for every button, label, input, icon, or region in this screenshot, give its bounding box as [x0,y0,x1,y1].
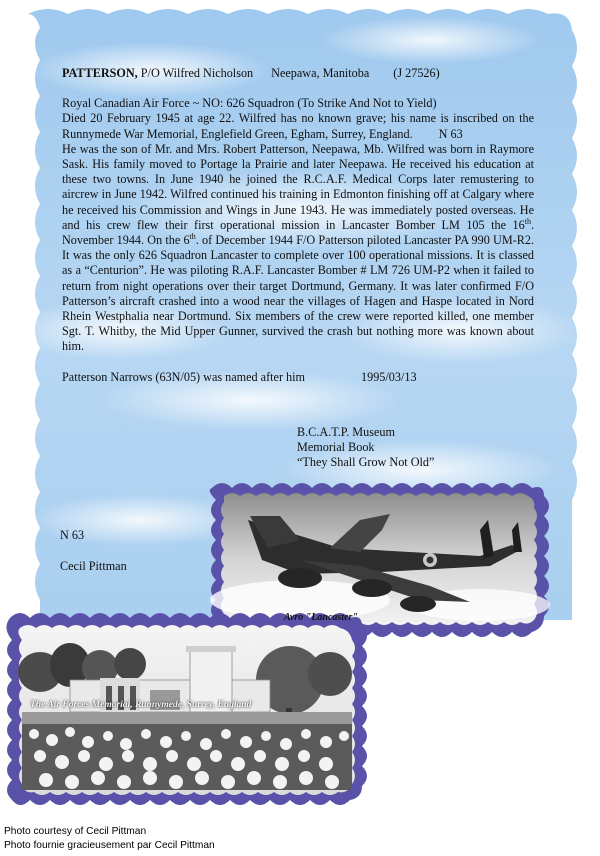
naming-line [62,370,534,385]
rank-name: P/O Wilfred Nicholson [140,66,254,80]
naming-text: Patterson Narrows (63N/05) was named after him [62,369,306,384]
death-line: Died 20 February 1945 at age 22. Wilfred has no known grave; his name is inscribed on the Runnymede War Memorial, Englefield Green, Egham, Surrey, England. N 63 [62,111,534,141]
service-number: (J 27526) [393,66,440,80]
memorial-caption: The Air Forces Memorial, Runnymede, Surrey, England [30,700,252,710]
book-title: “They Shall Grow Not Old” [297,455,435,470]
photo-credit-fr: Photo fournie gracieusement par Cecil Pittman [4,840,215,851]
bio-body: He was the son of Mr. and Mrs. Robert Patterson, Neepawa, Mb. Wilfred was born in Raymore Sask. His family moved to Portage la Prairie and later Neepawa. He received his education at these two towns. In June 1940 he joined the R.C.A.F. Medical Corps later remustering to aircrew in June 1942. Wilfred continued his training in Edmonton finishing off at Calgary where he received his Commission and Wings in June 1943. He was immediately posted overseas. He and his crew flew their first operational mission in Lancaster Bomber LM 105 the 16th. November 1944. On the 6th. of December 1944 F/O Patterson piloted Lancaster PA 990 UM-R2. It was the only 626 Squadron Lancaster to complete over 100 operational missions. It is classed as a “Centurion”. He was piloting R.A.F. Lancaster Bomber # LM 726 UM-P2 when it failed to return from night operations over their target Dortmund, Germany. It was later confirmed F/O Patterson’s aircraft crashed into a wood near the villages of Hagen and Haspe located in Nord Rhein Westphalia near Dortmund. Six members of the crew were reported killed, one member Sgt. T. Whitby, the Mid Upper Gunner, survived the crash but nothing more was known about him. [62,141,534,354]
grave-tag: N 63 [438,126,463,141]
author-name: Cecil Pittman [60,559,127,573]
hometown: Neepawa, Manitoba [271,66,370,80]
title-line [62,66,534,81]
obituary-text [62,66,534,385]
naming-date: 1995/03/13 [361,369,417,384]
memorial-book: Memorial Book [297,440,375,455]
photo-credit-en: Photo courtesy of Cecil Pittman [4,826,147,837]
museum-name: B.C.A.T.P. Museum [297,425,395,439]
surname: PATTERSON, [62,66,138,80]
museum-source [297,425,434,471]
biography [62,96,534,354]
squadron-line: Royal Canadian Air Force ~ NO: 626 Squadron (To Strike And Not to Yield) [62,96,437,111]
rose-garden [22,724,352,790]
footer-tag: N 63 [60,528,85,542]
plane-caption: Avro "Lancaster" [284,612,358,623]
